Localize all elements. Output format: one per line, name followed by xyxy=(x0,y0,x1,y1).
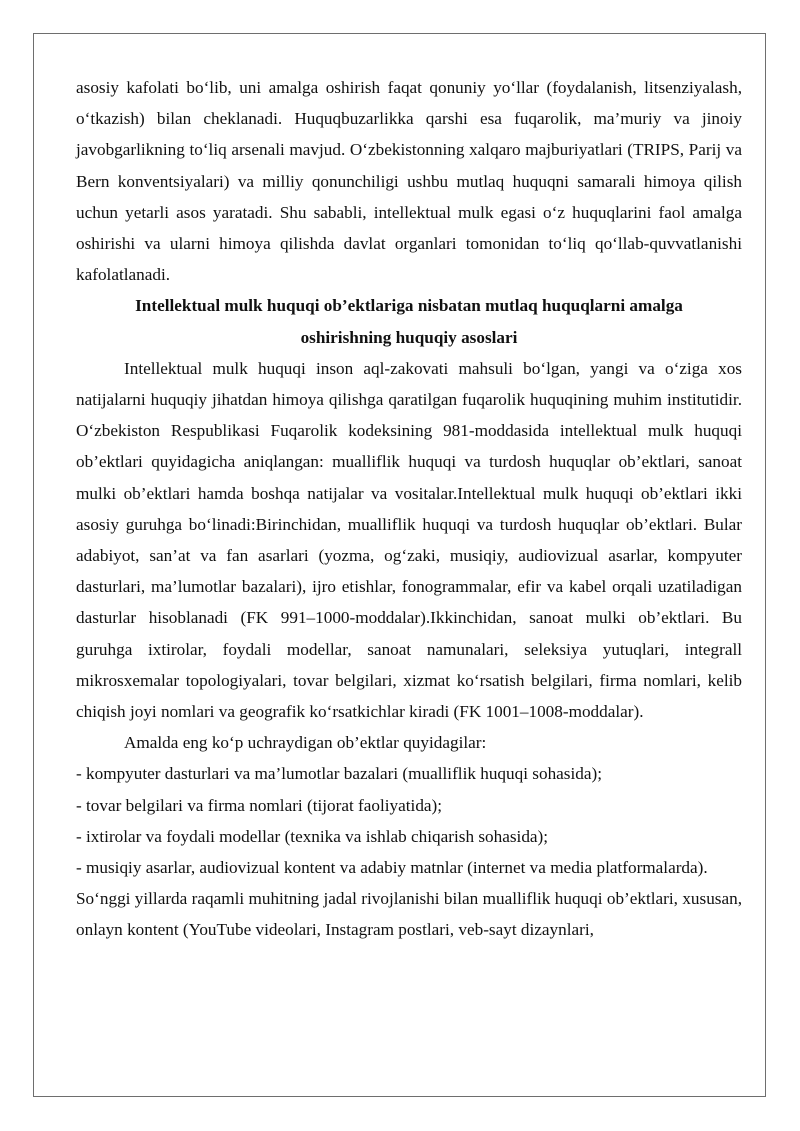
section-heading-line1: Intellektual mulk huquqi ob’ektlariga nisbatan mutlaq huquqlarni amalga xyxy=(135,296,683,316)
paragraph-final: So‘nggi yillarda raqamli muhitning jadal rivojlanishi bilan mualliflik huquqi ob’ektlari, xususan, onlayn kontent (YouTube videolari, Instagram postlari, veb-sayt dizaynlari, xyxy=(76,889,742,940)
document-body xyxy=(76,72,742,946)
list-intro: Amalda eng ko‘p uchraydigan ob’ektlar quyidagilar: xyxy=(124,733,487,753)
list-item: - tovar belgilari va firma nomlari (tijorat faoliyatida); xyxy=(76,795,443,815)
paragraph-intro: asosiy kafolati bo‘lib, uni amalga oshirish faqat qonuniy yo‘llar (foydalanish, litsenziyalash, o‘tkazish) bilan cheklanadi. Huquqbuzarlikka qarshi esa fuqarolik, ma’muriy va jinoiy javobgarlikning to‘liq arsenali mavjud. O‘zbekistonning xalqaro majburiyatlari (TRIPS, Parij va Bern konventsiyalari) va milliy qonunchiligi ushbu mutlaq huquqni samarali himoya qilish uchun yetarli asos yaratadi. Shu sababli, intellektual mulk egasi o‘z huquqlarini faol amalga oshirishi va ularni himoya qilishda davlat organlari tomonidan to‘liq qo‘llab-quvvatlanishi kafolatlanadi. xyxy=(76,78,742,285)
paragraph-main: Intellektual mulk huquqi inson aql-zakovati mahsuli bo‘lgan, yangi va o‘ziga xos natijalarni huquqiy jihatdan himoya qilishga qaratilgan fuqarolik huquqining muhim institutidir. O‘zbekiston Respublikasi Fuqarolik kodeksining 981-moddasida intellektual mulk huquqi ob’ektlari quyidagicha aniqlangan: mualliflik huquqi va turdosh huquqlar ob’ektlari, sanoat mulki ob’ektlari hamda boshqa natijalar va vositalar.Intellektual mulk huquqi ob’ektlari ikki asosiy guruhga bo‘linadi:Birinchidan, mualliflik huquqi va turdosh huquqlar ob’ektlari. Bular adabiyot, san’at va fan asarlari (yozma, og‘zaki, musiqiy, audiovizual asarlar, kompyuter dasturlari, ma’lumotlar bazalari), ijro etishlar, fonogrammalar, efir va kabel orqali uzatiladigan dasturlar hisoblanadi (FK 991–1000-moddalar).Ikkinchidan, sanoat mulki ob’ektlari. Bu guruhga ixtirolar, foydali modellar, sanoat namunalari, seleksiya yutuqlari, integrall mikrosxemalar topologiyalari, tovar belgilari, xizmat ko‘rsatish belgilari, firma nomlari, kelib chiqish joyi nomlari va geografik ko‘rsatkichlar kiradi (FK 1001–1008-moddalar). xyxy=(76,358,742,722)
list-item: - musiqiy asarlar, audiovizual kontent va adabiy matnlar (internet va media platformalarda). xyxy=(76,858,708,878)
list-item: - ixtirolar va foydali modellar (texnika va ishlab chiqarish sohasida); xyxy=(76,826,549,846)
list-item: - kompyuter dasturlari va ma’lumotlar bazalari (mualliflik huquqi sohasida); xyxy=(76,764,602,784)
section-heading-line2: oshirishning huquqiy asoslari xyxy=(300,327,518,347)
